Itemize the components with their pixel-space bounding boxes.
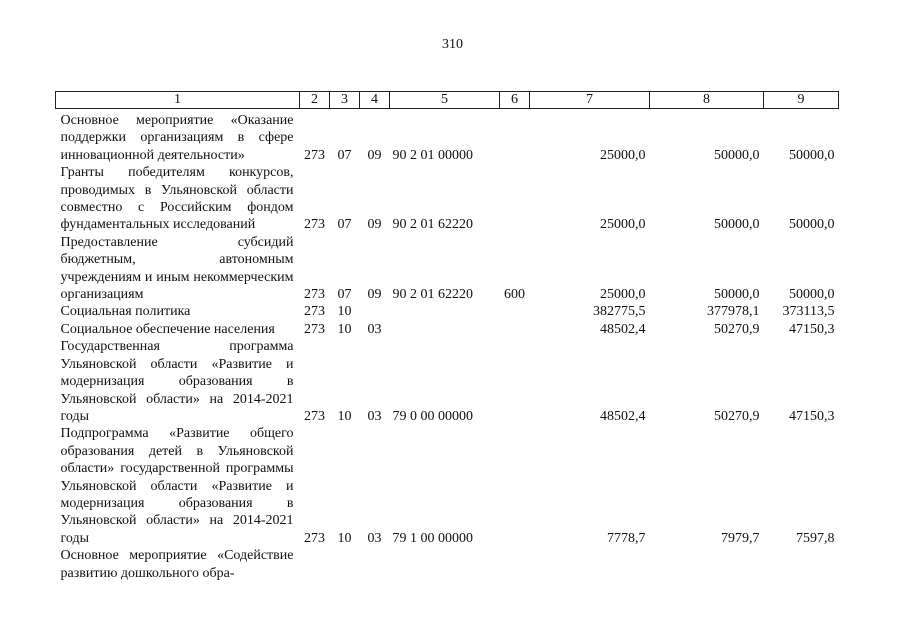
cell-gr: 273 xyxy=(304,408,325,424)
table-header xyxy=(56,92,839,109)
cell-year2 xyxy=(650,547,764,582)
cell-rz: 10 xyxy=(337,304,352,320)
cell-year3 xyxy=(764,547,839,582)
column-header: 4 xyxy=(360,92,390,109)
cell-gr: 273 xyxy=(304,530,325,546)
cell-rz: 10 xyxy=(337,321,352,337)
cell-rz: 10 xyxy=(337,530,352,546)
cell-year3: 47150,3 xyxy=(789,408,835,424)
column-header: 2 xyxy=(300,92,330,109)
cell-year1: 25000,0 xyxy=(600,287,646,303)
cell-pr xyxy=(360,547,390,582)
cell-pr: 09 xyxy=(367,217,382,233)
cell-gr: 273 xyxy=(304,217,325,233)
cell-gr xyxy=(300,547,330,582)
row-name: Основное мероприятие «Содействие развитию дошкольного обра- xyxy=(60,548,294,581)
row-name: Социальная политика xyxy=(60,304,191,320)
header-row xyxy=(56,92,839,109)
cell-vr xyxy=(500,303,530,320)
column-header: 3 xyxy=(330,92,360,109)
column-header: 9 xyxy=(764,92,839,109)
cell-pr: 09 xyxy=(367,147,382,163)
cell-vr xyxy=(500,547,530,582)
table-row xyxy=(56,321,839,338)
cell-year2: 50000,0 xyxy=(714,217,760,233)
cell-vr xyxy=(500,321,530,338)
cell-year1 xyxy=(530,547,650,582)
table-row xyxy=(56,338,839,425)
cell-csr: 79 0 00 00000 xyxy=(392,408,473,424)
cell-rz: 07 xyxy=(337,147,352,163)
cell-csr: 90 2 01 00000 xyxy=(392,147,473,163)
cell-rz: 10 xyxy=(337,408,352,424)
cell-year3: 50000,0 xyxy=(789,217,835,233)
table-row xyxy=(56,109,839,165)
column-header: 6 xyxy=(500,92,530,109)
column-header: 5 xyxy=(390,92,500,109)
cell-gr: 273 xyxy=(304,287,325,303)
cell-year3: 373113,5 xyxy=(782,304,835,320)
table-row xyxy=(56,547,839,582)
cell-year2: 50270,9 xyxy=(714,321,760,337)
cell-pr: 03 xyxy=(367,408,382,424)
cell-year2: 50000,0 xyxy=(714,287,760,303)
cell-year3: 50000,0 xyxy=(789,147,835,163)
row-name: Государственная программа Ульяновской области «Развитие и модернизация образования в Ульяновской области» на 2014-2021 годы xyxy=(60,339,294,424)
cell-year2: 50270,9 xyxy=(714,408,760,424)
cell-pr: 03 xyxy=(367,530,382,546)
cell-year1: 25000,0 xyxy=(600,147,646,163)
row-name: Социальное обеспечение населения xyxy=(60,321,275,337)
row-name: Гранты победителям конкурсов, проводимых в Ульяновской области совместно с Российским фондом фундаментальных исследований xyxy=(60,165,294,233)
cell-year3: 47150,3 xyxy=(789,321,835,337)
cell-csr: 90 2 01 62220 xyxy=(392,287,473,303)
table-row xyxy=(56,303,839,320)
cell-year1: 382775,5 xyxy=(593,304,646,320)
cell-vr xyxy=(500,425,530,547)
budget-table xyxy=(55,91,839,582)
cell-rz: 07 xyxy=(337,287,352,303)
cell-csr: 79 1 00 00000 xyxy=(392,530,473,546)
cell-rz: 07 xyxy=(337,217,352,233)
cell-year3: 50000,0 xyxy=(789,287,835,303)
column-header: 7 xyxy=(530,92,650,109)
cell-year1: 48502,4 xyxy=(600,321,646,337)
cell-rz xyxy=(330,547,360,582)
cell-gr: 273 xyxy=(304,304,325,320)
cell-year2: 7979,7 xyxy=(721,530,760,546)
cell-vr xyxy=(500,338,530,425)
table-row xyxy=(56,234,839,304)
cell-vr xyxy=(500,109,530,165)
cell-gr: 273 xyxy=(304,321,325,337)
table-row xyxy=(56,164,839,234)
cell-pr xyxy=(360,303,390,320)
cell-csr xyxy=(390,303,500,320)
cell-csr xyxy=(390,321,500,338)
cell-vr: 600 xyxy=(504,287,525,303)
cell-year2: 50000,0 xyxy=(714,147,760,163)
cell-year1: 7778,7 xyxy=(607,530,646,546)
table-row xyxy=(56,425,839,547)
page-number: 310 xyxy=(442,37,463,52)
cell-csr: 90 2 01 62220 xyxy=(392,217,473,233)
column-header: 8 xyxy=(650,92,764,109)
cell-gr: 273 xyxy=(304,147,325,163)
cell-year1: 48502,4 xyxy=(600,408,646,424)
column-header: 1 xyxy=(56,92,300,109)
row-name: Подпрограмма «Развитие общего образования детей в Ульяновской области» государственной программы Ульяновской области «Развитие и модернизация образования в Ульяновской области» на 2014-2021 годы xyxy=(60,426,294,546)
row-name: Предоставление субсидий бюджетным, автономным учреждениям и иным некоммерческим организациям xyxy=(60,234,294,303)
cell-pr: 03 xyxy=(367,321,382,337)
cell-vr xyxy=(500,164,530,234)
table-body xyxy=(56,109,839,582)
cell-year2: 377978,1 xyxy=(707,304,760,320)
row-name: Основное мероприятие «Оказание поддержки организациям в сфере инновационной деятельности» xyxy=(60,113,294,163)
cell-csr xyxy=(390,547,500,582)
cell-year3: 7597,8 xyxy=(796,530,835,546)
cell-year1: 25000,0 xyxy=(600,217,646,233)
cell-pr: 09 xyxy=(367,287,382,303)
